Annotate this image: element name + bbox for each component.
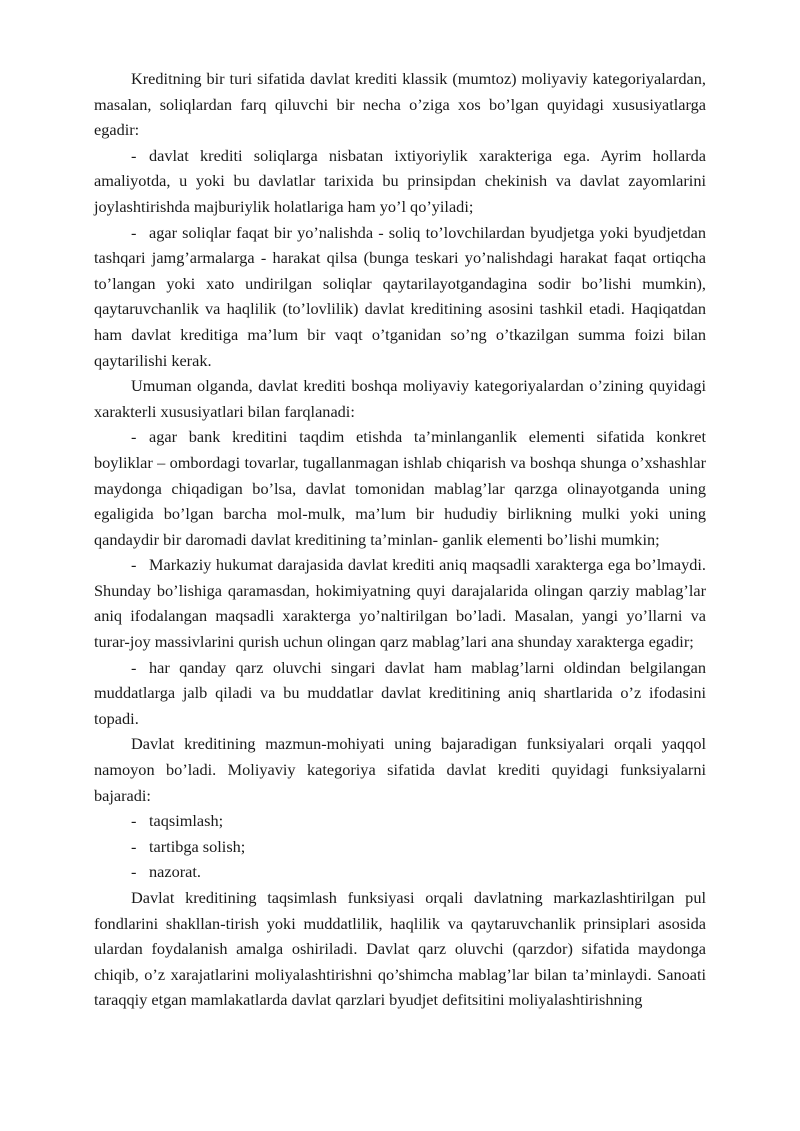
list-dash: - <box>131 145 137 165</box>
list-dash: - <box>131 836 137 856</box>
paragraph-intro: Kreditning bir turi sifatida davlat krediti klassik (mumtoz) moliyaviy kategoriyalardan, masalan, soliqlardan farq qiluvchi bir necha o’ziga xos bo’lgan quyidagi xususiyatlarga egadir: <box>94 69 706 140</box>
list-item-purpose <box>94 552 706 654</box>
list-item-terms <box>94 655 706 732</box>
list-item-voluntariness <box>94 143 706 220</box>
paragraph-functions: Davlat kreditining mazmun-mohiyati uning bajaradigan funksiyalari orqali yaqqol namoyon bo’ladi. Moliyaviy kategoriya sifatida davlat krediti quyidagi funksiyalarni bajaradi: <box>94 734 706 805</box>
function-item-text: taqsimlash; <box>149 811 224 831</box>
list-item-text: Markaziy hukumat darajasida davlat krediti aniq maqsadli xarakterga ega bo’lmaydi. Shunday bo’lishiga qaramasdan, hokimiyatning quyi darajalarida olingan qarziy mablag’lar aniq ifodalangan maqsadli xarakterga yo’naltirilgan bo’ladi. Masalan, yangi yo’llarni va turar-joy massivlarini qurish uchun olingan qarz mablag’lari ana shunday xarakterga egadir; <box>94 555 706 652</box>
list-dash: - <box>131 657 137 677</box>
list-dash: - <box>131 555 137 575</box>
function-item-text: nazorat. <box>149 862 201 882</box>
function-item-regulation <box>94 834 706 860</box>
list-item-repayment <box>94 220 706 374</box>
list-item-text: agar soliqlar faqat bir yo’nalishda - soliq to’lovchilardan byudjetga yoki byudjetdan tashqari jamg’armalarga - harakat qilsa (bunga teskari yo’nalishdagi harakat faqat ortiqcha to’langan yoki xato undirilgan soliqlar qaytarilayotgandagina sodir bo’lishi mumkin), qaytaruvchanlik va haqlilik (to’lovlilik) davlat kreditining asosini tashkil etadi. Haqiqatdan ham davlat kreditiga ma’lum bir vaqt o’tganidan so’ng o’tkazilgan summa foizi bilan qaytarilishi kerak. <box>94 222 706 370</box>
paragraph-distribution-function: Davlat kreditining taqsimlash funksiyasi orqali davlatning markazlashtirilgan pul fondlarini shakllan-tirish yoki muddatlilik, haqlilik va qaytaruvchanlik prinsiplari asosida ulardan foydalanish amalga oshiriladi. Davlat qarz oluvchi (qarzdor) sifatida maydonga chiqib, o’z xarajatlarini moliyalashtirishni qo’shimcha mablag’lar bilan ta’minlaydi. Sanoati taraqqiy etgan mamlakatlarda davlat qarzlari byudjet defitsitini moliyalashtirishning <box>94 888 706 1010</box>
function-item-text: tartibga solish; <box>149 836 246 856</box>
list-item-collateral <box>94 424 706 552</box>
list-dash: - <box>131 427 137 447</box>
list-item-text: har qanday qarz oluvchi singari davlat ham mablag’larni oldindan belgilangan muddatlarga jalb qiladi va bu muddatlar davlat kreditining aniq shartlarida o’z ifodasini topadi. <box>94 657 706 728</box>
list-dash: - <box>131 811 137 831</box>
list-item-text: agar bank kreditini taqdim etishda ta’minlanganlik elementi sifatida konkret boyliklar – ombordagi tovarlar, tugallanmagan ishlab chiqarish va boshqa shunga o’xshashlar maydonga chiqadigan bo’lsa, davlat tomonidan mablag’lar qarzga olinayotganda uning egaligida bo’lgan barcha mol-mulk, ma’lum bir hududiy birlikning mulki yoki uning qandaydir bir daromadi davlat kreditining ta’minlan- ganlik elementi bo’lishi mumkin; <box>94 427 706 549</box>
list-dash: - <box>131 862 137 882</box>
list-dash: - <box>131 222 137 242</box>
function-item-distribution <box>94 808 706 834</box>
list-item-text: davlat krediti soliqlarga nisbatan ixtiyoriylik xarakteriga ega. Ayrim hollarda amaliyotda, u yoki bu davlatlar tarixida bu prinsipdan chekinish va davlat zayomlarini joylashtirishda majburiylik holatlariga ham yo’l qo’yiladi; <box>94 145 706 216</box>
document-page <box>94 66 706 1013</box>
paragraph-features: Umuman olganda, davlat krediti boshqa moliyaviy kategoriyalardan o’zining quyidagi xarakterli xususiyatlari bilan farqlanadi: <box>94 376 706 421</box>
function-item-control <box>94 859 706 885</box>
